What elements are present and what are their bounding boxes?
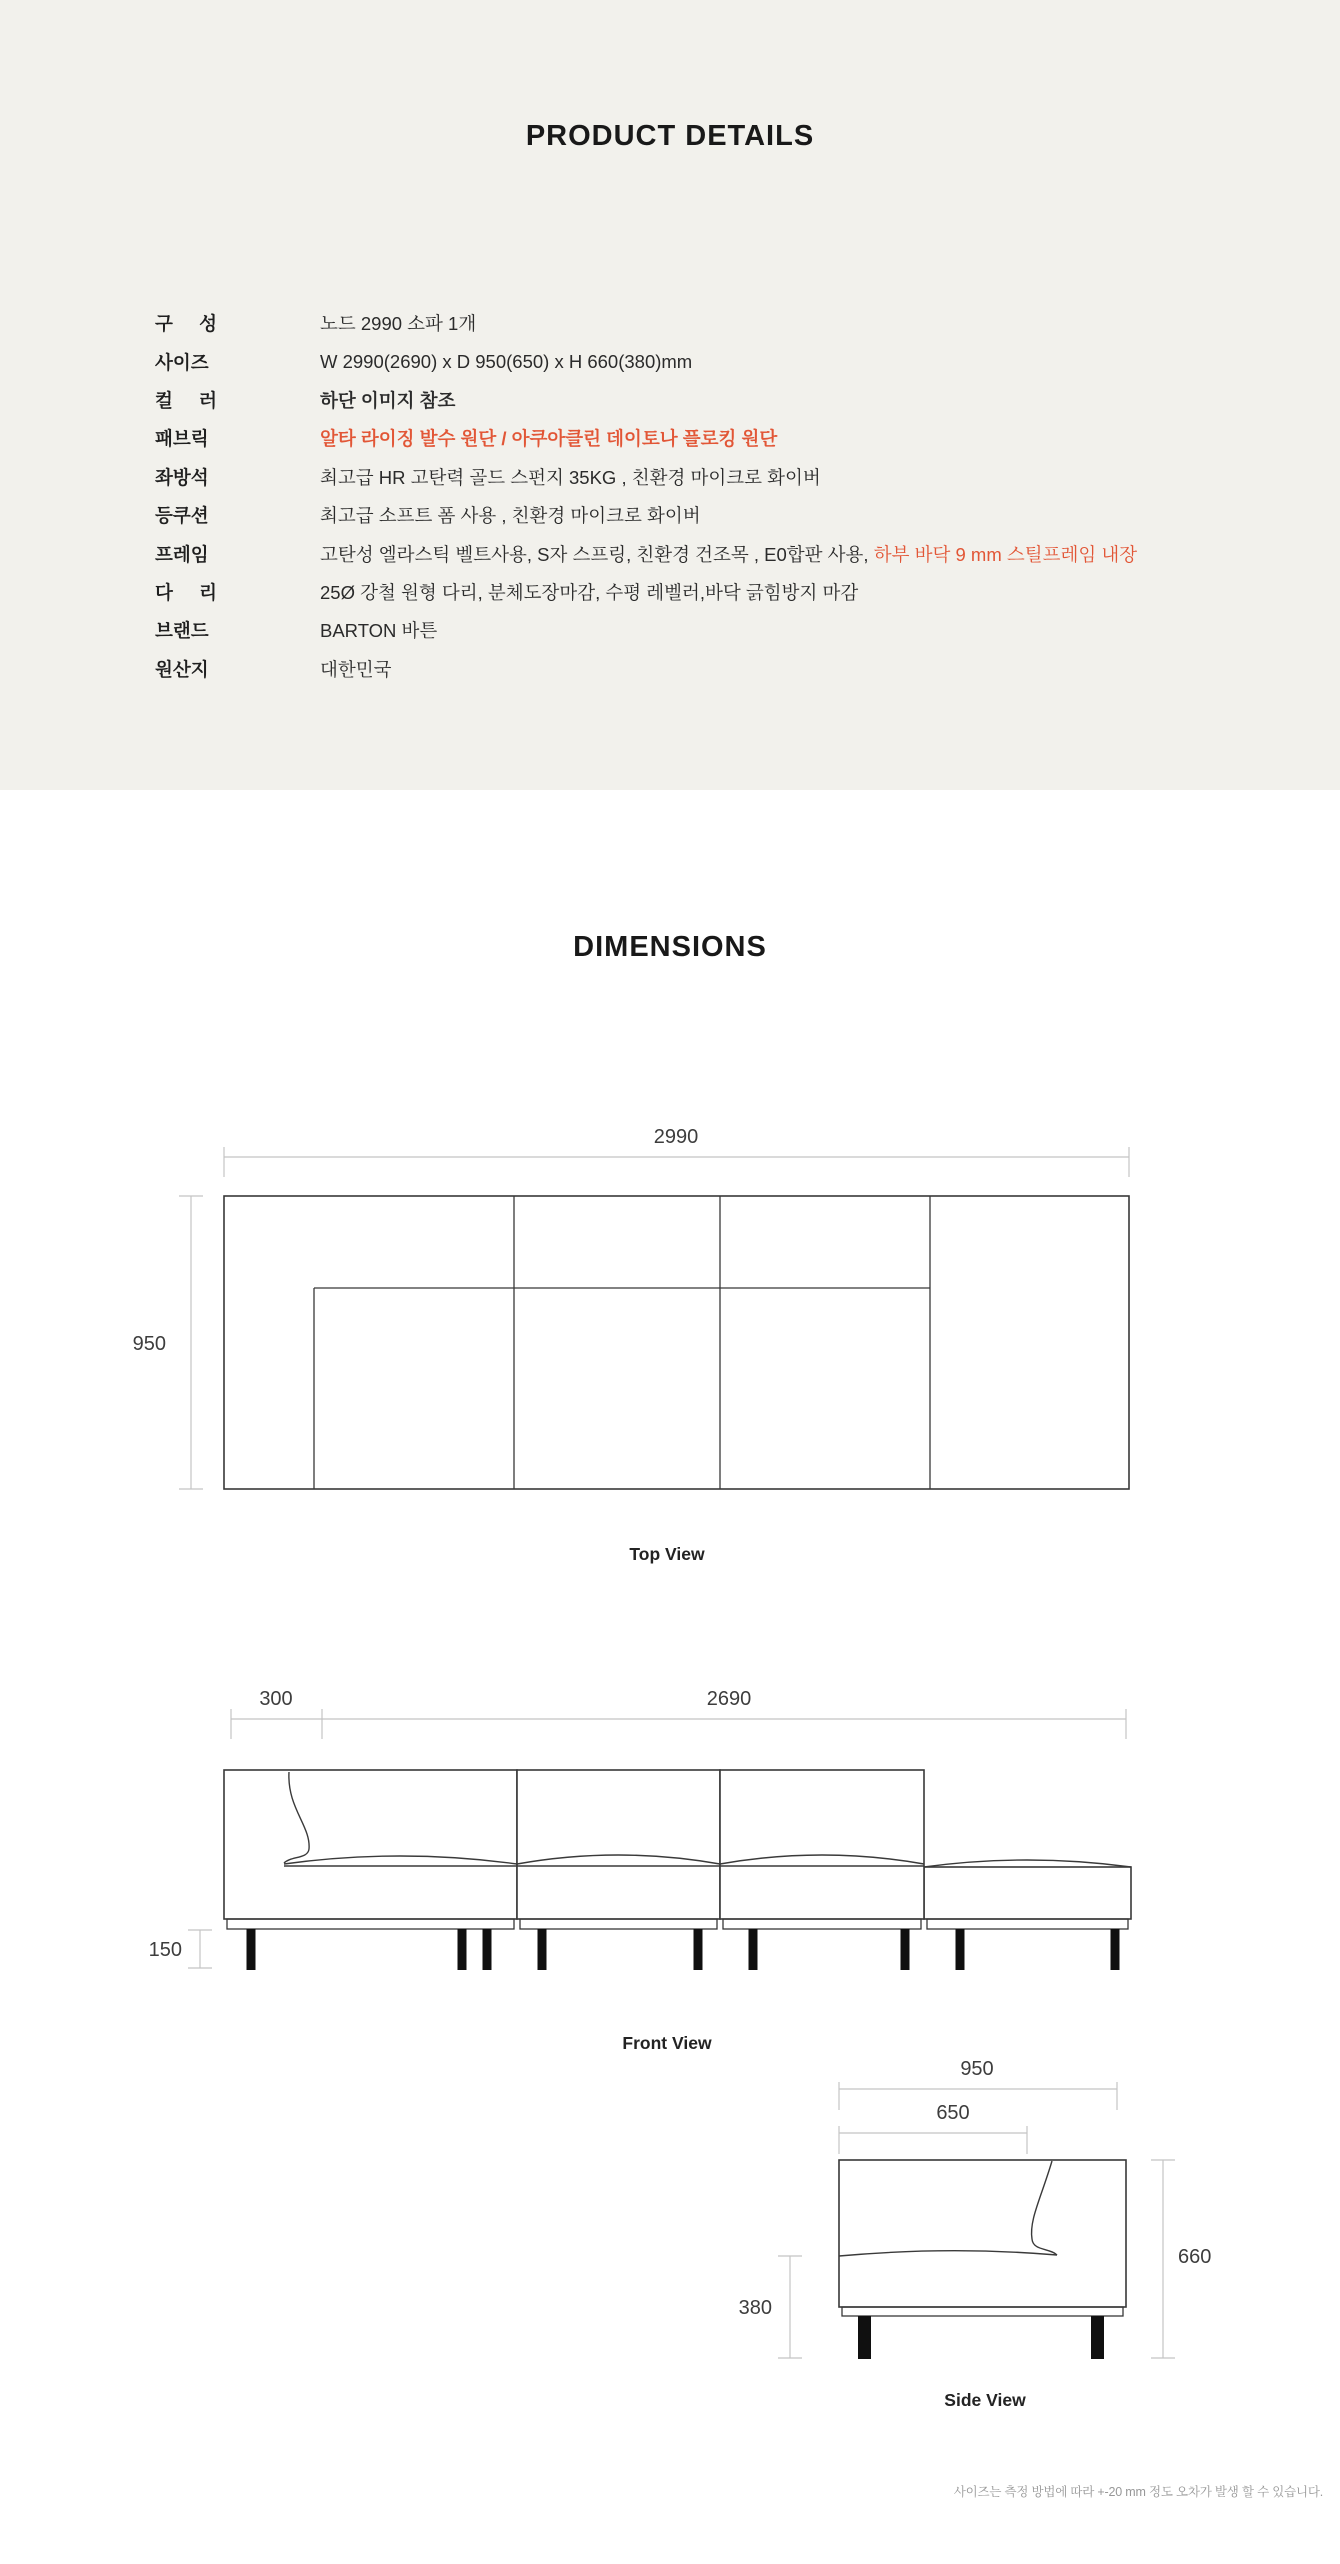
front-view-leg (901, 1929, 910, 1970)
front-view-arm-label: 300 (259, 1688, 293, 1710)
side-view-leg (858, 2316, 871, 2359)
front-view-leg (749, 1929, 758, 1970)
front-view-base-rail (520, 1919, 717, 1929)
top-view-body (224, 1196, 1129, 1489)
front-view-leg (247, 1929, 256, 1970)
spec-value: 노드 2990 소파 1개 (320, 313, 477, 335)
spec-label: 프레임 (155, 543, 209, 565)
top-view-drawing (133, 1126, 1129, 1564)
front-view-leg (1111, 1929, 1120, 1970)
spec-label: 사이즈 (155, 351, 209, 373)
spec-label: 좌방석 (155, 466, 209, 488)
spec-value-plain: 고탄성 엘라스틱 벨트사용, S자 스프링, 친환경 건조목 , E0합판 사용, (320, 543, 874, 565)
spec-value: BARTON 바튼 (320, 620, 438, 642)
spec-label: 컬 러 (155, 389, 217, 411)
spec-label: 브랜드 (155, 620, 209, 642)
front-view-leg (694, 1929, 703, 1970)
product-details-title: PRODUCT DETAILS (525, 120, 815, 152)
spec-label: 다 리 (155, 581, 217, 603)
front-view-module-4 (924, 1867, 1131, 1919)
front-view-drawing (149, 1688, 1131, 2053)
front-view-module-2 (517, 1770, 720, 1919)
spec-value: 25Ø 강철 원형 다리, 분체도장마감, 수평 레벨러,바닥 긁힘방지 마감 (320, 581, 859, 603)
front-view-caption: Front View (622, 2033, 712, 2053)
spec-value: 대한민국 (320, 658, 392, 680)
side-view-leg (1091, 2316, 1104, 2359)
front-view-seat-width-label: 2690 (706, 1688, 752, 1710)
spec-label: 등쿠션 (155, 505, 209, 527)
side-view-height-label: 660 (1178, 2246, 1212, 2268)
spec-value: 최고급 HR 고탄력 골드 스펀지 35KG , 친환경 마이크로 화이버 (320, 466, 821, 488)
side-view-depth-label: 950 (960, 2058, 994, 2080)
front-view-base-rail (723, 1919, 921, 1929)
front-view-base-rail (227, 1919, 514, 1929)
front-view-module-3 (720, 1770, 924, 1919)
spec-label: 구 성 (155, 313, 217, 335)
spec-value-highlight: 하부 바닥 9 mm 스틸프레임 내장 (873, 543, 1138, 565)
top-view-caption: Top View (629, 1544, 705, 1564)
spec-value: 알타 라이징 발수 원단 / 아쿠아클린 데이토나 플로킹 원단 (320, 428, 778, 450)
spec-value: W 2990(2690) x D 950(650) x H 660(380)mm (320, 350, 693, 372)
spec-label: 원산지 (155, 658, 209, 680)
side-view-caption: Side View (944, 2390, 1026, 2410)
front-view-leg (483, 1929, 492, 1970)
side-view-drawing (739, 2058, 1212, 2410)
front-view-base-rail (927, 1919, 1128, 1929)
front-view-leg (538, 1929, 547, 1970)
front-view-cushion-arc (924, 1860, 1131, 1867)
side-view-seat-depth-label: 650 (936, 2102, 970, 2124)
side-view-seat-height-label: 380 (738, 2297, 772, 2319)
dimensions-title: DIMENSIONS (573, 931, 767, 963)
side-view-base-rail (842, 2307, 1123, 2316)
front-view-leg-height-label: 150 (148, 1939, 182, 1961)
top-view-width-label: 2990 (653, 1126, 699, 1148)
spec-value: 하단 이미지 참조 (320, 389, 456, 411)
top-view-depth-label: 950 (132, 1333, 166, 1355)
size-tolerance-note: 사이즈는 측정 방법에 따라 +-20 mm 정도 오차가 발생 할 수 있습니다. (953, 2485, 1323, 2499)
side-view-body (839, 2160, 1126, 2307)
front-view-leg (458, 1929, 467, 1970)
spec-value: 최고급 소프트 폼 사용 , 친환경 마이크로 화이버 (320, 505, 701, 527)
spec-label: 패브릭 (155, 428, 209, 450)
front-view-module-1 (224, 1770, 517, 1919)
front-view-leg (956, 1929, 965, 1970)
